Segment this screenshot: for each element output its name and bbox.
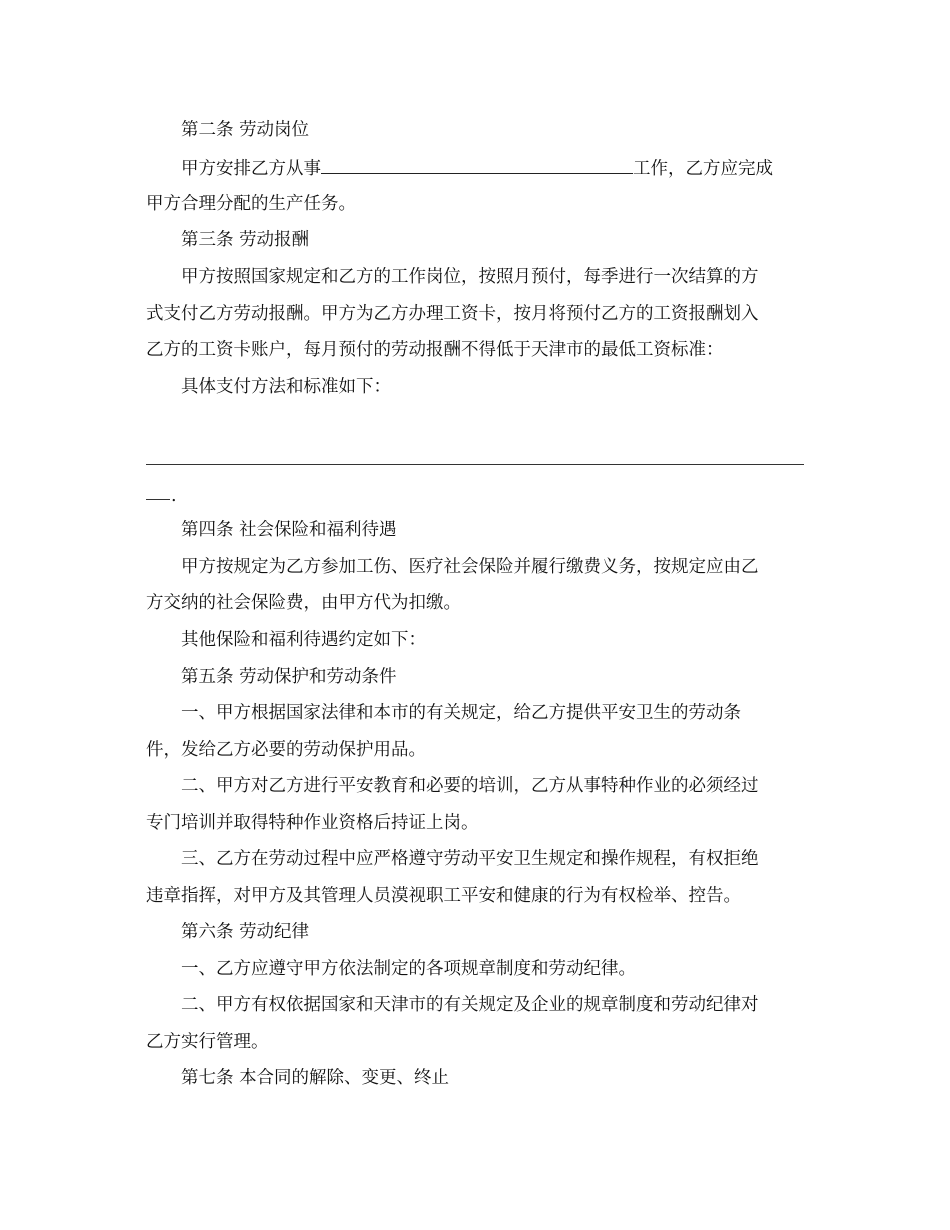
article5-p1-line1: 一、甲方根据国家法律和本市的有关规定，给乙方提供平安卫生的劳动条 — [181, 703, 741, 723]
article6-p1: 一、乙方应遵守甲方依法制定的各项规章制度和劳动纪律。 — [181, 959, 636, 979]
article2-line1 — [181, 155, 773, 181]
article4-line3: 其他保险和福利待遇约定如下： — [181, 630, 426, 650]
article6-p2-line1: 二、甲方有权依据国家和天津市的有关规定及企业的规章制度和劳动纪律对 — [181, 995, 759, 1015]
payment-blank-line[interactable] — [146, 464, 804, 465]
article2-line1-start: 甲方安排乙方从事 — [181, 159, 321, 179]
article6-p2-line2: 乙方实行管理。 — [146, 1032, 269, 1052]
article4-heading: 第四条 社会保险和福利待遇 — [181, 520, 397, 540]
article3-line4: 具体支付方法和标准如下： — [181, 377, 391, 397]
article2-heading: 第二条 劳动岗位 — [181, 120, 310, 140]
job-blank-field[interactable] — [321, 155, 633, 174]
article2-line2: 甲方合理分配的生产任务。 — [146, 194, 356, 214]
article3-line1: 甲方按照国家规定和乙方的工作岗位，按照月预付，每季进行一次结算的方 — [181, 267, 759, 287]
article5-p2-line1: 二、甲方对乙方进行平安教育和必要的培训，乙方从事特种作业的必须经过 — [181, 776, 759, 796]
payment-end-mark: . — [171, 486, 177, 506]
article6-heading: 第六条 劳动纪律 — [181, 922, 310, 942]
article5-p3-line1: 三、乙方在劳动过程中应严格遵守劳动平安卫生规定和操作规程，有权拒绝 — [181, 849, 759, 869]
payment-blank-line-end — [146, 499, 170, 500]
article5-p1-line2: 件，发给乙方必要的劳动保护用品。 — [146, 740, 426, 760]
article4-line1: 甲方按规定为乙方参加工伤、医疗社会保险并履行缴费义务，按规定应由乙 — [181, 557, 759, 577]
article5-heading: 第五条 劳动保护和劳动条件 — [181, 667, 397, 687]
article3-heading: 第三条 劳动报酬 — [181, 230, 310, 250]
article3-line2: 式支付乙方劳动报酬。甲方为乙方办理工资卡，按月将预付乙方的工资报酬划入 — [146, 304, 759, 324]
article2-line1-end: 工作，乙方应完成 — [633, 159, 773, 179]
article5-p3-line2: 违章指挥，对甲方及其管理人员漠视职工平安和健康的行为有权检举、控告。 — [146, 886, 741, 906]
article3-line3: 乙方的工资卡账户，每月预付的劳动报酬不得低于天津市的最低工资标准： — [146, 340, 724, 360]
article5-p2-line2: 专门培训并取得特种作业资格后持证上岗。 — [146, 813, 479, 833]
article7-heading: 第七条 本合同的解除、变更、终止 — [181, 1068, 450, 1088]
article4-line2: 方交纳的社会保险费，由甲方代为扣缴。 — [146, 593, 461, 613]
